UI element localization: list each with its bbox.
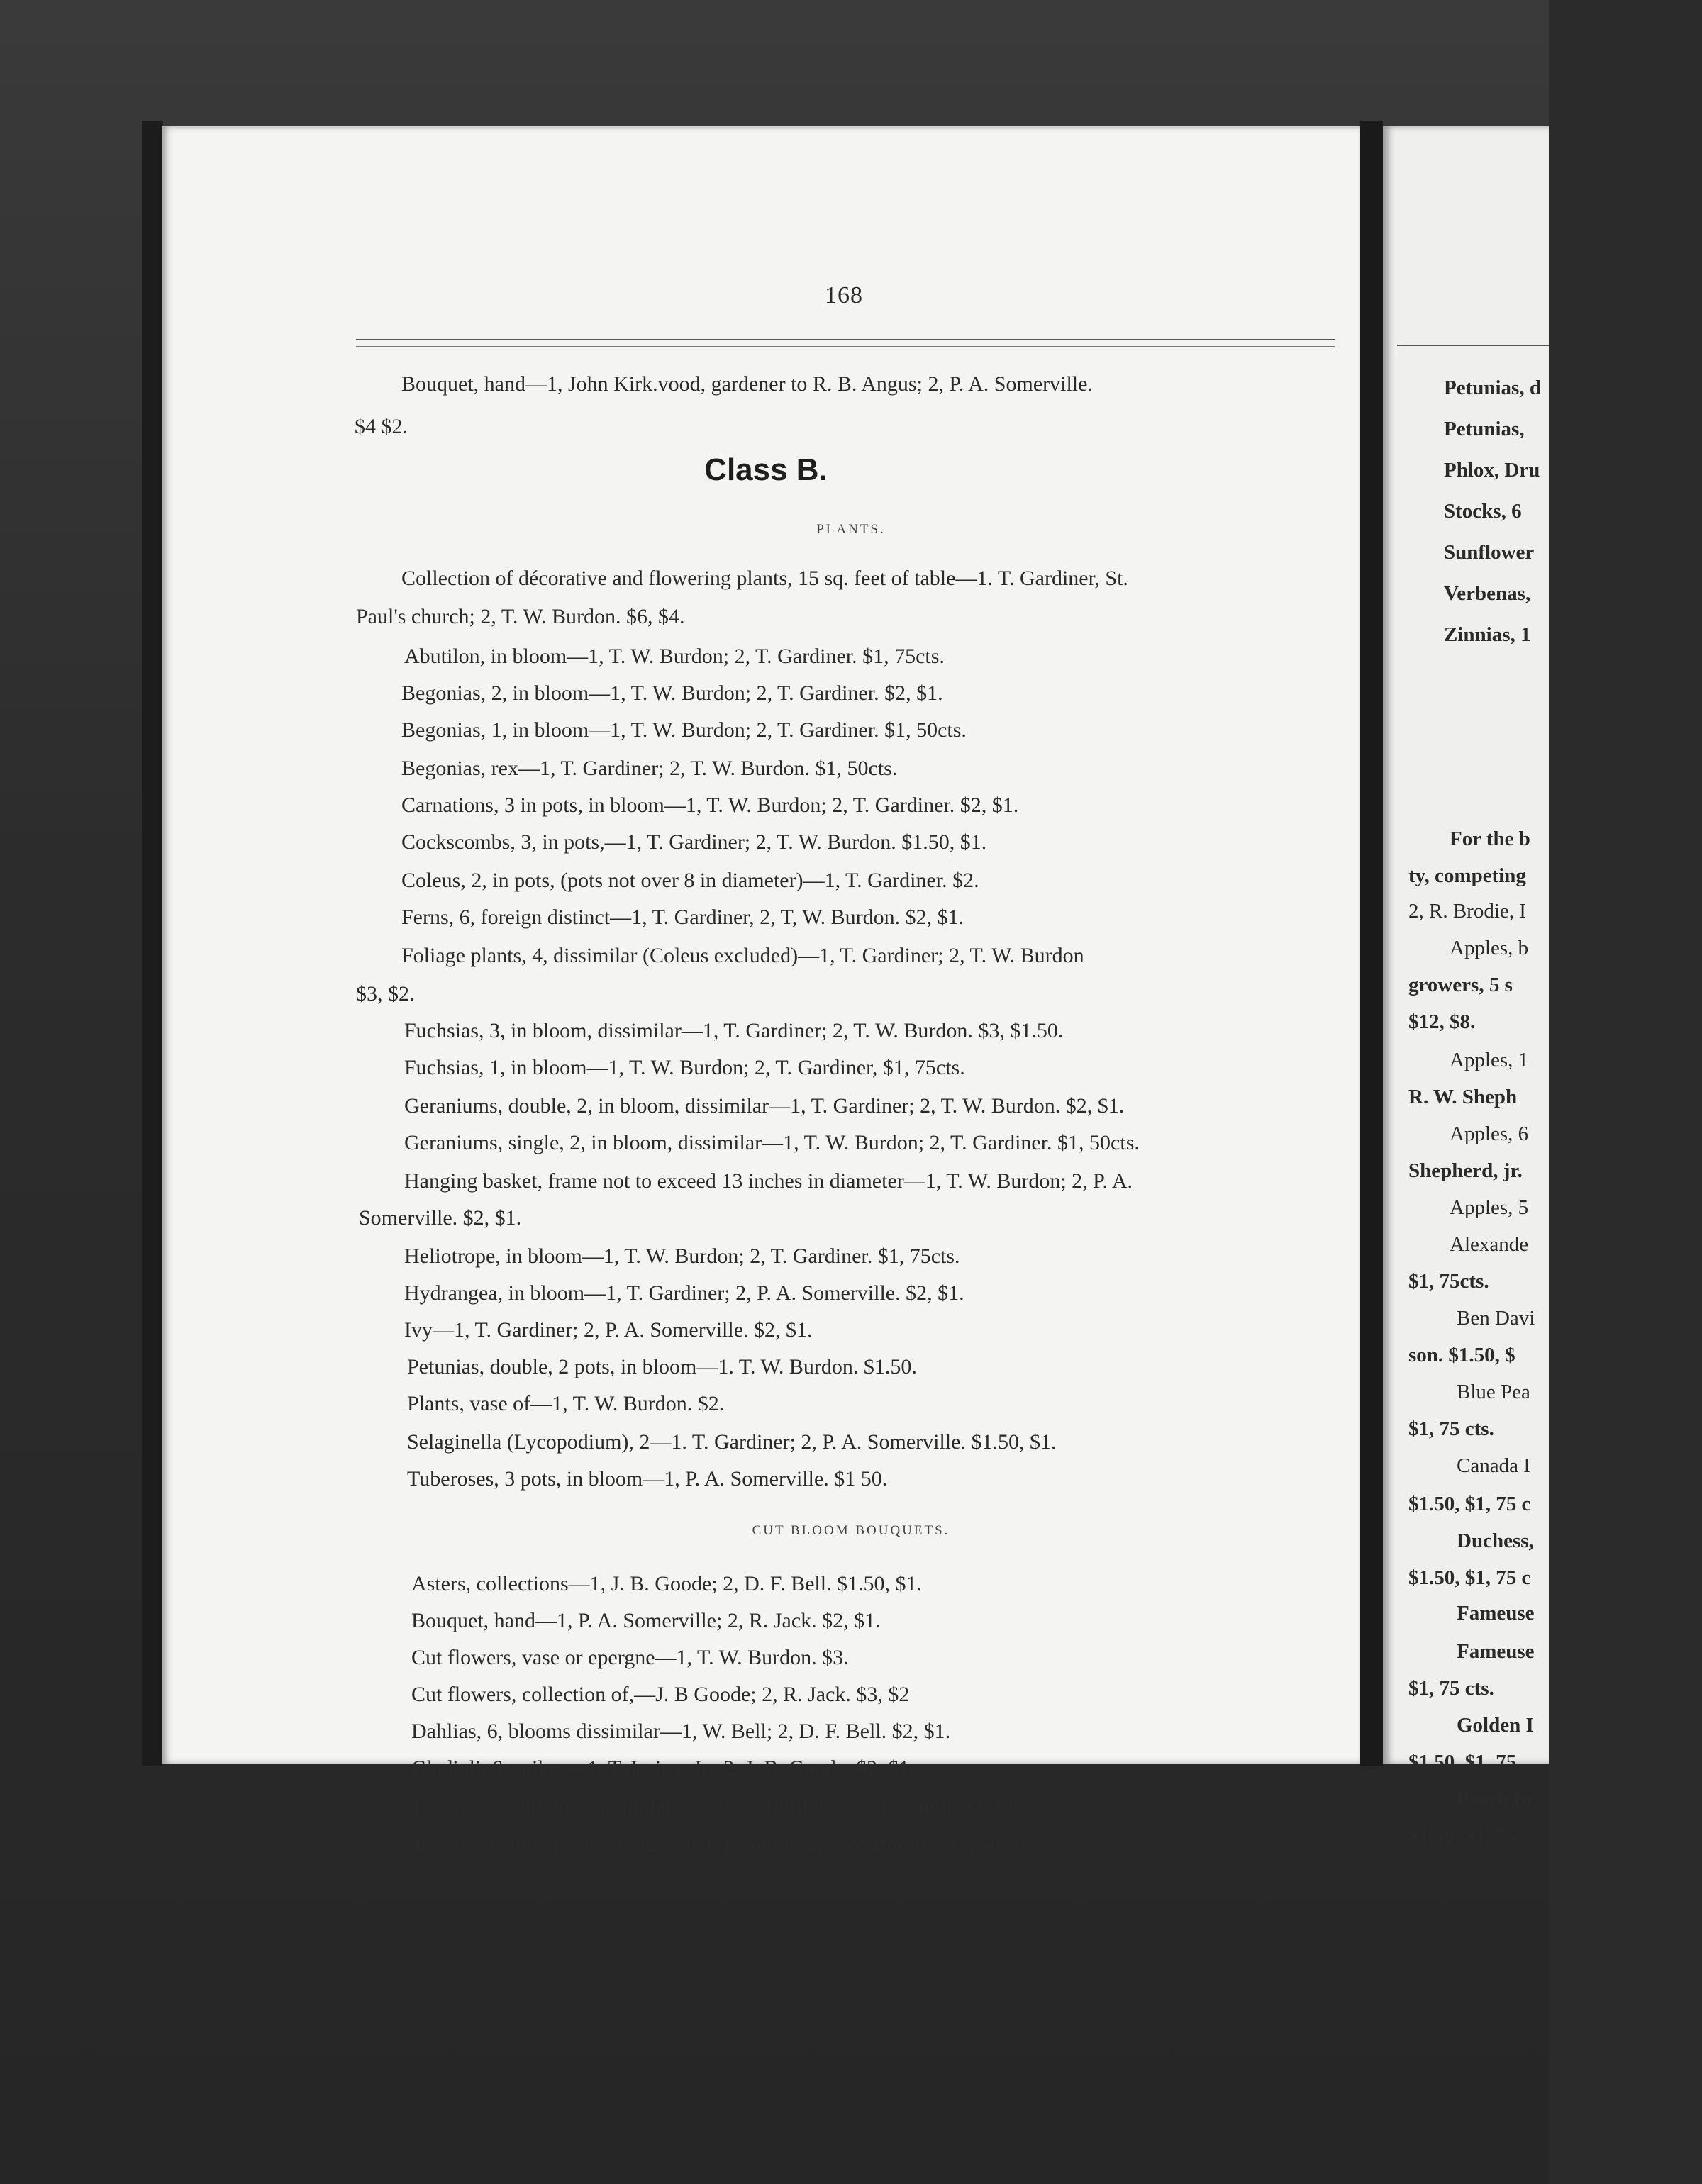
right-line: R. W. Sheph	[1408, 1086, 1518, 1108]
list-item: Paul's church; 2, T. W. Burdon. $6, $4.	[356, 605, 685, 628]
right-line: $12, $8.	[1408, 1010, 1476, 1033]
list-item: Coleus, 2, in pots, (pots not over 8 in diameter)—1, T. Gardiner. $2.	[401, 869, 979, 892]
list-item: Selaginella (Lycopodium), 2—1. T. Gardiner; 2, P. A. Somerville. $1.50, $1.	[407, 1430, 1057, 1454]
list-item: Somerville. $2, $1.	[359, 1206, 522, 1230]
list-item: Begonias, 1, in bloom—1, T. W. Burdon; 2, T. Gardiner. $1, 50cts.	[401, 718, 967, 742]
list-item: Geraniums, double, 2, in bloom, dissimilar—1, T. Gardiner; 2, T. W. Burdon. $2, $1.	[404, 1094, 1125, 1118]
right-line: $1, 75cts.	[1408, 1270, 1489, 1293]
right-line: Stocks, 6	[1444, 500, 1522, 523]
list-item: Cockscombs, 3, in pots,—1, T. Gardiner; 2, T. W. Burdon. $1.50, $1.	[401, 830, 987, 854]
list-item: Ivy—1, T. Gardiner; 2, P. A. Somerville. $2, $1.	[404, 1318, 813, 1342]
list-item: Petunias, double, 2 pots, in bloom—1. T. W. Burdon. $1.50.	[407, 1355, 917, 1378]
right-line: Apples, b	[1450, 937, 1529, 959]
right-line: Duchess,	[1457, 1530, 1534, 1552]
right-line: $1, 75 cts.	[1408, 1677, 1494, 1700]
list-item: Begonias, 2, in bloom—1, T. W. Burdon; 2, T. Gardiner. $2, $1.	[401, 681, 943, 705]
list-item: Fuchsias, 1, in bloom—1, T. W. Burdon; 2, T. Gardiner, $1, 75cts.	[404, 1056, 965, 1079]
list-item: Cut flowers, vase or epergne—1, T. W. Burdon. $3.	[411, 1646, 849, 1669]
right-line: Peach (o	[1457, 1788, 1532, 1810]
book-gutter	[1360, 121, 1383, 1766]
right-line: ty, competing	[1408, 864, 1526, 887]
intro-line: $4 $2.	[355, 415, 408, 438]
section-label-bouquets: CUT BLOOM BOUQUETS.	[752, 1523, 950, 1538]
list-item: Plants, vase of—1, T. W. Burdon. $2.	[407, 1392, 725, 1415]
list-item: Tuberoses, 3 pots, in bloom—1, P. A. Somerville. $1 50.	[407, 1467, 888, 1491]
right-line: Blue Pea	[1457, 1381, 1530, 1403]
right-line: Zinnias, 1	[1444, 623, 1531, 646]
list-item: Fuchsias, 3, in bloom, dissimilar—1, T. Gardiner; 2, T. W. Burdon. $3, $1.50.	[404, 1019, 1064, 1042]
right-line: growers, 5 s	[1408, 974, 1513, 996]
right-line: $1.50, $1, 75	[1408, 1824, 1517, 1847]
class-heading: Class B.	[704, 452, 828, 487]
right-line: Sunflower	[1444, 541, 1535, 564]
list-item: Collection of décorative and flowering plants, 15 sq. feet of table—1. T. Gardiner, St.	[401, 567, 1128, 590]
right-line: Fameuse	[1457, 1640, 1535, 1663]
right-line: Petunias,	[1444, 418, 1525, 440]
list-item: Dahlias, 6, blooms dissimilar—1, W. Bell; 2, D. F. Bell. $2, $1.	[411, 1720, 951, 1743]
right-line: Ben Davi	[1457, 1307, 1535, 1330]
list-item: $3, $2.	[356, 982, 415, 1005]
right-line: $1.50, $1, 75 c	[1408, 1493, 1531, 1515]
right-page-text	[1383, 126, 1549, 1847]
right-line: $1.50. $1, 75	[1408, 1751, 1517, 1773]
list-item: Carnations, 3 in pots, in bloom—1, T. W. Burdon; 2, T. Gardiner. $2, $1.	[401, 793, 1019, 817]
page-number: 168	[825, 282, 863, 308]
right-line: Alexande	[1450, 1233, 1529, 1256]
list-item: Pansies, 12, blooms dissimilar—1. T. W. Burdon; 2, J. F. Smith. $2, $1.	[414, 1795, 1021, 1818]
list-item: Cut flowers, collection of,—J. B Goode; 2, R. Jack. $3, $2	[411, 1683, 910, 1706]
right-line: Verbenas,	[1444, 582, 1531, 605]
list-item: Begonias, rex—1, T. Gardiner; 2, T. W. Burdon. $1, 50cts.	[401, 757, 898, 780]
right-line: $1, 75 cts.	[1408, 1417, 1494, 1440]
right-line: Shepherd, jr.	[1408, 1159, 1523, 1182]
section-label-plants: PLANTS.	[816, 522, 886, 537]
right-line: Apples, 5	[1450, 1196, 1529, 1219]
list-item: Gladioli, 6, spikes—1, T. Irving, Jr.; 2, J. B. Goode. $2. $1.	[411, 1756, 915, 1780]
list-item: Abutilon, in bloom—1, T. W. Burdon; 2, T. Gardiner. $1, 75cts.	[404, 645, 945, 668]
right-line: For the b	[1450, 828, 1530, 850]
header-rule	[356, 339, 1335, 340]
right-line: Fameuse	[1457, 1602, 1535, 1625]
right-line: $1.50, $1, 75 c	[1408, 1566, 1531, 1589]
list-item: Foliage plants, 4, dissimilar (Coleus excluded)—1, T. Gardiner; 2, T. W. Burdon	[401, 944, 1084, 967]
list-item: Hydrangea, in bloom—1, T. Gardiner; 2, P. A. Somerville. $2, $1.	[404, 1281, 964, 1305]
right-line: Apples, 1	[1450, 1049, 1529, 1071]
list-item: Asters, collections—1, J. B. Goode; 2, D. F. Bell. $1.50, $1.	[411, 1572, 923, 1595]
header-rule-thin	[356, 346, 1335, 347]
intro-line: Bouquet, hand—1, John Kirk.vood, gardener to R. B. Angus; 2, P. A. Somerville.	[401, 372, 1093, 396]
right-line: Golden I	[1457, 1714, 1534, 1737]
list-item: Heliotrope, in bloom—1, T. W. Burdon; 2, T. Gardiner. $1, 75cts.	[404, 1244, 960, 1268]
list-item: Pansies, 6, blooms dissimilar—1, J. F. Smith; 2, T.W. Burdon. $1, 50 cts.	[414, 1833, 1035, 1856]
right-line: son. $1.50, $	[1408, 1344, 1515, 1366]
right-line: 2, R. Brodie, I	[1408, 900, 1526, 923]
list-item: Geraniums, single, 2, in bloom, dissimilar—1, T. W. Burdon; 2, T. Gardiner. $1, 50cts.	[404, 1131, 1140, 1154]
list-item: Ferns, 6, foreign distinct—1, T. Gardiner, 2, T, W. Burdon. $2, $1.	[401, 906, 964, 929]
list-item: Bouquet, hand—1, P. A. Somerville; 2, R. Jack. $2, $1.	[411, 1609, 881, 1632]
right-line: Canada I	[1457, 1454, 1530, 1477]
right-line: Petunias, d	[1444, 377, 1541, 399]
right-line: Apples, 6	[1450, 1122, 1529, 1145]
right-line: Phlox, Dru	[1444, 459, 1540, 481]
book-edge	[142, 121, 163, 1766]
list-item: Hanging basket, frame not to exceed 13 inches in diameter—1, T. W. Burdon; 2, P. A.	[404, 1169, 1133, 1193]
